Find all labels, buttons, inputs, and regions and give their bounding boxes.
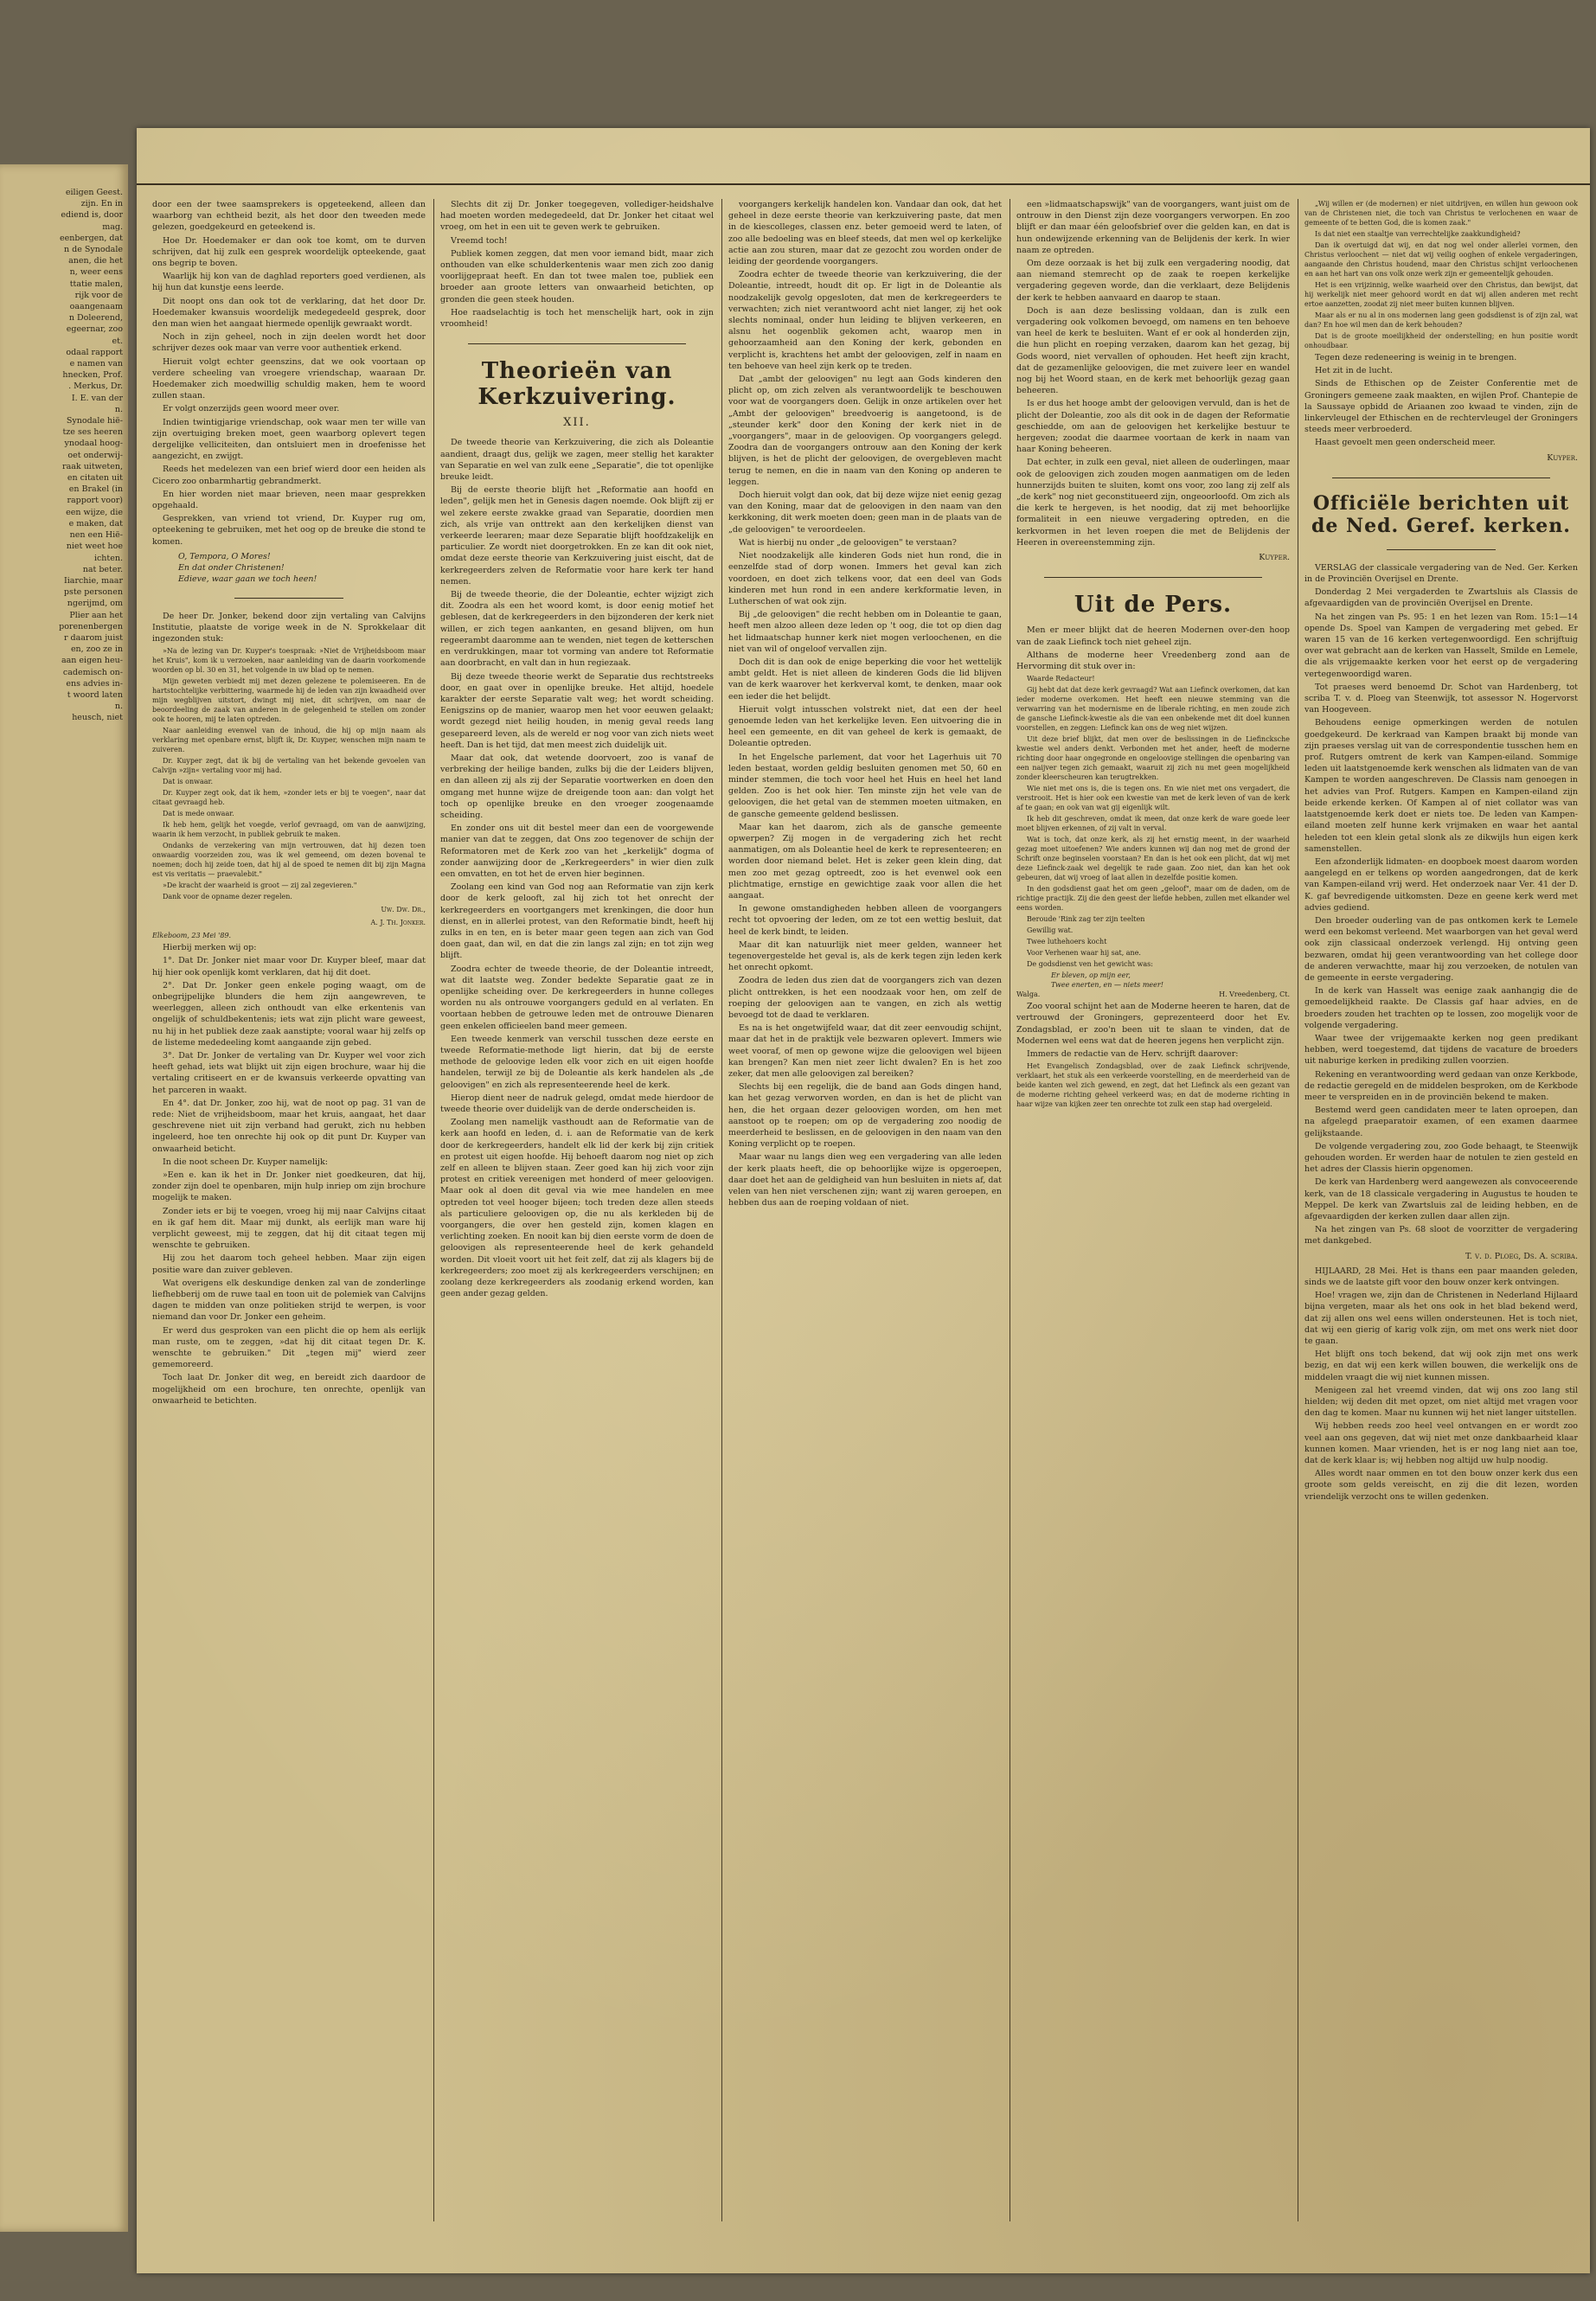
article-paragraph: Bij de eerste theorie blijft het „Reformatie aan hoofd en leden", gelijk men het in Genesis dagen noemde. Ook blijft zij er wel zekere eerste zwakke graad van Separatie, doordien men zich, als vrije van onttrekt aan den kerkelijken dienst van verkeerde leeraren; maar deze Separatie blijft hoofdzakelijk en particulier. Ze wordt niet doorgetrokken. En ze kan dit ook niet, omdat deze eerste theorie van Kerkzuivering juist eischt, dat de kerkregeerders zelven de Reformatie voor hare kerk ter hand nemen. bbox=[440, 485, 714, 586]
left-page-line: et. bbox=[112, 336, 123, 346]
column-2 bbox=[440, 199, 714, 2221]
pers-letter-paragraph: Voor Verhenen waar hij sat, ane. bbox=[1027, 949, 1141, 958]
pers-letter-paragraph: Gij hebt dat dat deze kerk gevraagd? Wat aan Liefinck overkomen, dat kan ieder moderne overkomen. Het heeft een nieuwe stemming van die verwarring van het modernisme en de liberale richting, en men zoude zich de gansche Liefinck-kwestie als die van een onbekende met dit doel kunnen voorstellen, en zeggen: Liefinck kan ons de weg niet wijzen. bbox=[1016, 686, 1290, 733]
pers-letter-paragraph: Uit deze brief blijkt, dat men over de beslissingen in de Liefincksche kwestie wel anders denkt. Verbonden met het ander, heeft de moderne richting door haar ongegronde en ongeloovige stellingen die openbaring van een naijver tegen zich gemaakt, waaruit zij zich nu met geen mogelijkheid zonder kleerscheuren kan terugtrekken. bbox=[1016, 735, 1290, 782]
letter-paragraph: »De kracht der waarheid is groot — zij zal zegevieren." bbox=[163, 881, 357, 890]
reply-point: En 4°. dat Dr. Jonker, zoo hij, wat de noot op pag. 31 van de rede: Niet de vrijheidsboom, maar het kruis, aangaat, het daar geschrevene niet uit zijn verband had gerukt, zich nu hebben ingeleerd, hoe ten onrechte hij ook op dit punt Dr. Kuyper van onwaarheid beticht. bbox=[152, 1098, 426, 1154]
hijlaard-paragraph: Alles wordt naar ommen en tot den bouw onzer kerk dus een groote som gelds vereischt, en zij die dit lezen, worden vriendelijk verzocht ons te willen gedenken. bbox=[1304, 1469, 1578, 1502]
paragraph: Hoe Dr. Hoedemaker er dan ook toe komt, om te durven schrijven, dat hij zulk een gesprek woordelijk opteekende, gaat ons begrip te boven. bbox=[152, 235, 426, 269]
letter-signoff: Uw. Dw. Dr., bbox=[381, 906, 426, 914]
pers-paragraph: Men er meer blijkt dat de heeren Modernen over-den hoop van de zaak Liefinck toch niet geheel zijn. bbox=[1016, 625, 1290, 647]
letter-paragraph: Dat is onwaar. bbox=[163, 778, 213, 786]
column-1-paragraphs bbox=[152, 235, 426, 548]
hijlaard-paragraph: Het blijft ons toch bekend, dat wij ook zijn met ons werk bezig, en dat wij een kerk willen bouwen, die werkelijk ons de middelen vraagt die wij niet kunnen missen. bbox=[1304, 1349, 1578, 1382]
article-paragraph: Es na is het ongetwijfeld waar, dat dit zeer eenvoudig schijnt, maar dat het in de praktijk vele bezwaren oplevert. Immers wie weet vooraf, of men op gewone wijze die geloovigen wel bijeen kan brengen? Kan men niet zeer licht dwalen? En is het zoo zeker, dat men alle geloovigen zal bereiken? bbox=[728, 1023, 1002, 1080]
paragraph: Indien twintigjarige vriendschap, ook waar men ter wille van zijn overtuiging breken moet, geen waarborg oplevert tegen dergelijke velliciteiten, dan ontsluiert men in droefenisse het aangezicht, en zwijgt. bbox=[152, 417, 426, 462]
article-paragraph: Doch is aan deze beslissing voldaan, dan is zulk een vergadering ook volkomen bevoegd, om namens en ten behoeve van heel de kerk te besluiten. Want ef er ook al honderden zijn, die hun plicht en roeping verzaken, daarom kan het gezag, bij Gods woord, niet vervallen of ophouden. Het heeft zijn kracht, dat de gezamenlijke geloovigen, die met zuivere leer en wandel nog bij het Woord staan, en de kerk met behoorlijk gezag gaan beheeren. bbox=[1016, 305, 1290, 396]
letter-paragraph: »Na de lezing van Dr. Kuyper's toespraak: »Niet de Vrijheidsboom maar het Kruis", kom ik u verzoeken, naar aanleiding van de daarin voorkomende woorden op bl. 30 en 31, het volgende in uw blad op te nemen. bbox=[152, 647, 426, 675]
column-rule bbox=[433, 199, 434, 2221]
column-5 bbox=[1304, 199, 1578, 2221]
column-5-top-paragraphs bbox=[1304, 352, 1578, 449]
article-paragraph: Dat „ambt der geloovigen" nu legt aan Gods kinderen den plicht op, om zich zelven als verantwoordelijk te beschouwen voor wat de voorgangers doen. Gelijk in onze artikelen over het „Ambt der geloovigen" breedvoerig is aangetoond, is de „steunder kerk" door den Koning der kerk niet in de „voorgangers", maar in de geloovigen. Op voorgangers gelegd. Zoodra dan de voorgangers ontrouw aan den Koning der kerk blijven, is het de plicht der geloovigen, de overgebleven macht terug te nemen, en die in naam van den Koning op anderen te leggen. bbox=[728, 375, 1002, 487]
left-page-line: n. bbox=[114, 702, 123, 712]
paragraph: Hoe raadselachtig is toch het menschelijk hart, ook in zijn vroomheid! bbox=[440, 307, 714, 330]
report-paragraph: Een afzonderlijk lidmaten- en doopboek moest daarom worden aangelegd en er telkens op worden aangedrongen, dat de kerk van Kampen-eiland vrij werd. Het onderzoek naar Ver. 41 der D. K. gaf bevredigende uitkomsten. Deze en geene kerk werd met advies gediend. bbox=[1304, 856, 1578, 913]
article-paragraph: Doch hieruit volgt dan ook, dat bij deze wijze niet eenig gezag van den Koning, maar dat de geloovigen in den naam van den kerkkoning, dit werk moeten doen; geen man in de plaats van de „de geloovigen" te veroordeelen. bbox=[728, 490, 1002, 535]
article-paragraph: Zoodra echter de tweede theorie van kerkzuivering, die der Doleantie, intreedt, houdt dit op. Er ligt in de Doleantie als noodzakelijk gevolg opgesloten, dat men de kerkregeerders te verwachten; zich niet verantwoord acht niet langer, zij het ook slechts nominaal, onder hun leiding te blijven verkeeren, en alsnu het oogenblik gekomen acht, waarop men in gehoorzaamheid aan den Koning der kerk, gebonden en verplicht is, krachtens het ambt der geloovigen, zelf in naam en ten behoeve van heel zijn kerk op te treden. bbox=[728, 270, 1002, 371]
article-paragraph: Maar dit kan natuurlijk niet meer gelden, wanneer het tegenovergestelde het geval is, als de kerk tegen zijn leden kerk het onrecht opkomt. bbox=[728, 939, 1002, 973]
left-page-line: porenenbergen bbox=[59, 621, 123, 631]
letter-paragraph: Dr. Kuyper zegt, dat ik bij de vertaling van het bekende gevoelen van Calvijn »zijn« vertaling voor mij had. bbox=[152, 757, 426, 775]
article-paragraph: Zoodra de leden dus zien dat de voorgangers zich van dezen plicht onttrekken, is het een noodzaak voor hen, om zelf de roeping der geloovigen aan te vangen, en zich als wettig bevoegd tot de daad te verklaren. bbox=[728, 976, 1002, 1021]
column-3 bbox=[728, 199, 1002, 2221]
author-signature: Kuyper. bbox=[1547, 452, 1578, 463]
quoted-paragraph: Maar als er nu al in ons modernen lang geen godsdienst is of zijn zal, wat dan? En hoe wil men dan de kerk behouden? bbox=[1304, 311, 1578, 329]
report-paragraph: Bestemd werd geen candidaten meer te laten oproepen, dan na afgelegd praeparatoir examen, of een examen daarmee gelijkstaande. bbox=[1304, 1106, 1578, 1138]
article-paragraph: In het Engelsche parlement, dat voor het Lagerhuis uit 70 leden bestaat, worden geldig besluiten genomen met 50, 60 en minder stemmen, die toch voor heel het Huis en heel het land gelden. Zoo is het ook hier. Ten minste zijn het vele van de geloovigen, die het getal van de stemmen moeten uitmaken, en de gansche gemeente geldend beslissen. bbox=[728, 752, 1002, 819]
left-page-line: n Doleerend, bbox=[68, 313, 123, 324]
letter-paragraph: Ik heb hem, gelijk het voegde, verlof gevraagd, om van de aanwijzing, waarin ik hem verzocht, in publiek gebruik te maken. bbox=[152, 821, 426, 839]
left-page-line: oet onderwij- bbox=[67, 450, 123, 460]
article-paragraph: Bij „de geloovigen" die recht hebben om in Doleantie te gaan, heeft men alzoo alleen deze leden op 't oog, die tot op dien dag het lidmaatschap hunner kerk niet mogen verloochenen, en die niet van wil of ongeloof vervallen zijn. bbox=[728, 610, 1002, 654]
paragraph: En hier worden niet maar brieven, neen maar gesprekken opgehaald. bbox=[152, 489, 426, 511]
pers-signed-place: Walga. bbox=[1016, 990, 1041, 999]
hijlaard-paragraph: HIJLAARD, 28 Mei. Het is thans een paar maanden geleden, sinds we de laatste gift voor den bouw onzer kerk ontvingen. bbox=[1304, 1266, 1578, 1288]
article-paragraph: voorgangers kerkelijk handelen kon. Vandaar dan ook, dat het geheel in deze eerste theorie van kerkzuivering paste, dat men in de kiescolleges, classen enz. beter gemoeid werd te laten, of zoo alle bedoeling was en bleef steeds, dat men wel op kerkelijke actie aan zou sturen, maar dat ze gezocht zou worden onder de leiding der geordende voorgangers. bbox=[728, 200, 1002, 267]
report-paragraph: In de kerk van Hasselt was eenige zaak aanhangig die de gemoedelijkheid raakte. De Classis gaf haar advies, en de broeders zouden het trachten op te lossen, zoo mogelijk voor de volgende vergadering. bbox=[1304, 986, 1578, 1030]
intro-paragraph: door een der twee saamsprekers is opgeteekend, alleen dan waarborg van echtheid bezit, als het door den tweeden mede gelezen, goedgekeurd en geteekend is. bbox=[152, 200, 426, 233]
left-page-line: rapport voor) bbox=[67, 496, 123, 506]
section-heading-pers: Uit de Pers. bbox=[1074, 592, 1233, 619]
quote-line: O, Tempora, O Mores! bbox=[178, 551, 271, 561]
report-paragraph: Waar twee der vrijgemaakte kerken nog geen predikant hebben, werd toegestemd, dat tijdens de vacature de broeders uit naburige kerken in prediking zullen voorzien. bbox=[1304, 1033, 1578, 1067]
reply-point: »Een e. kan ik het in Dr. Jonker niet goedkeuren, dat hij, zonder zijn doel te openbaren, mijn hulp inriep om zijn brochure mogelijk te maken. bbox=[152, 1170, 426, 1203]
pers-quote-line: Twee enerten, en — niets meer! bbox=[1051, 981, 1163, 990]
article-paragraph: Hierop dient neer de nadruk gelegd, omdat mede hierdoor de tweede theorie over duidelijk van de derde onderscheiden is. bbox=[440, 1093, 714, 1115]
left-page-line: rijk voor de bbox=[74, 290, 123, 300]
left-page-line: ngerijmd, om bbox=[67, 599, 123, 609]
letter-paragraph: Mijn geweten verbiedt mij met dezen gelezene te polemiseeren. En de hartstochtelijke verbittering, waarmede hij de leden van zijn kwaadheid over mijn wegblijven uitstort, dwingt mij niet, dit schrijven, om naar de beoordeeling de zaak van anderen in de gelegenheid te stellen om zonder ook te hooren, mij te laten optreden. bbox=[152, 677, 426, 724]
article-paragraph: Maar dat ook, dat wetende doorvoert, zoo is vanaf de verbreking der heilige banden, zulks bij die der Leiders blijven, en dan alleen zij als zij der Separatie voortwerken en doen den omgang met hunne wijze de dreigende toon aan: dan volgt het toch op openlijke breuke en den vroeger zoogenaamde scheiding. bbox=[440, 753, 714, 820]
section-heading-official: Officiële berichten uit de Ned. Geref. kerken. bbox=[1311, 491, 1571, 537]
reply-point: Wat overigens elk deskundige denken zal van de zonderlinge liefhebberij om de ruwe taal en toon uit de polemiek van Calvijns dagen te midden van onze politieken strijd te werpen, is voor niemand dan voor Dr. Jonker een geheim. bbox=[152, 1278, 426, 1323]
left-page-line: een wijze, die bbox=[66, 507, 123, 517]
left-page-line: egeernar, zoo bbox=[66, 324, 123, 335]
reply-point: Toch laat Dr. Jonker dit weg, en bereidt zich daardoor de mogelijkheid om een brochure, ten onrechte, openlijk van onwaarheid te betichten. bbox=[152, 1373, 426, 1406]
left-page-line: raak uitweten, bbox=[62, 461, 123, 471]
left-page-line: nat beter. bbox=[82, 564, 123, 574]
pers-paragraphs bbox=[1016, 625, 1290, 672]
column-4-paragraphs bbox=[1016, 199, 1290, 548]
paragraph: Het zit in de lucht. bbox=[1315, 366, 1393, 376]
paragraph: Tegen deze redeneering is weinig in te brengen. bbox=[1315, 353, 1517, 362]
article-paragraph: Is er dus het hooge ambt der geloovigen vervuld, dan is het de plicht der Doleantie, zoo als dit ook in de dagen der Reformatie geschiedde, om aan de geloovigen het kerkelijke bestuur te hergeven; zoodat die daarmee voortaan de kerk in naam van haar Koning beheeren. bbox=[1016, 399, 1290, 455]
report-signature: T. v. d. Ploeg, Ds. A. scriba. bbox=[1465, 1251, 1578, 1261]
article-paragraph: Doch dit is dan ook de enige beperking die voor het wettelijk ambt geldt. Het is niet alleen de kinderen Gods die lid blijven van de kerk waarover het kerkverval komt, te denken, maar ook een ieder die het belijdt. bbox=[728, 657, 1002, 702]
left-page-line: en, zoo ze in bbox=[70, 644, 123, 655]
left-page-line: aan eigen heu- bbox=[61, 656, 123, 666]
article-paragraph: Dat echter, in zulk een geval, niet alleen de ouderlingen, maar ook de geloovigen zich zouden mogen aanmatigen om de leden hunnerzijds buiten te sluiten, komt ons voor, zoo lang zij zelf als „de kerk" nog niet geconstitueerd zijn, ongeoorloofd. Om zich als die kerk te hergeven, is het noodig, dat zij met behoorlijke formaliteit in een nieuwe vergadering optreden, en die kerkvormen in het leven roepen die met de Belijdenis der Heeren in overeenstemming zijn. bbox=[1016, 458, 1290, 548]
article-paragraph: Maar waar nu langs dien weg een vergadering van alle leden der kerk plaats heeft, die op behoorlijke wijze is opgeroepen, daar doet het aan de geldigheid van hun besluiten in niets af, dat velen van hen niet verschenen zijn; want zij waren geroepen, en hebben dus aan de roeping voldaan of niet. bbox=[728, 1152, 1002, 1208]
letter-place-date: Elkeboom, 23 Mei '89. bbox=[152, 932, 232, 940]
separator bbox=[468, 343, 687, 344]
reply-intro: Hierbij merken wij op: bbox=[163, 943, 257, 953]
pers-quote-intro: De godsdienst ven het gewicht was: bbox=[1027, 960, 1153, 969]
pers-after bbox=[1016, 1001, 1290, 1060]
left-page-line: hnecken, Prof. bbox=[62, 370, 123, 381]
paragraph: Hieruit volgt echter geenszins, dat we ook voortaan op verdere scheeling van vroegere vriendschap, waaraan Dr. Hoedemaker zich moedwillig schuldig maken, hem te woord zullen staan. bbox=[152, 356, 426, 401]
pers-after-paragraph: Immers de redactie van de Herv. schrijft daarover: bbox=[1027, 1048, 1239, 1059]
hijlaard-paragraphs bbox=[1304, 1266, 1578, 1503]
pers-quote bbox=[1051, 971, 1290, 990]
report-paragraph: De kerk van Hardenberg werd aangewezen als convoceerende kerk, van de 18 classicale vergadering in Augustus te houden te Meppel. De kerk van Zwartsluis zal de leiding hebben, en de afgevaardigden der kerken zullen daar allen zijn. bbox=[1304, 1177, 1578, 1221]
report-paragraph: Na het zingen van Ps. 68 sloot de voorzitter de vergadering met dankgebed. bbox=[1304, 1225, 1578, 1247]
pers-letter-paragraph: In den godsdienst gaat het om geen „geloof", maar om de daden, om de richtige practijk. Zij die den geest der liefde hebben, zullen met elkander wel eens worden. bbox=[1016, 885, 1290, 913]
left-page-text-column bbox=[5, 187, 123, 724]
article-paragraph: Wat is hierbij nu onder „de geloovigen" te verstaan? bbox=[739, 537, 957, 548]
article-paragraph: Zoodra echter de tweede theorie, de der Doleantie intreedt, wat dit laatste weg. Zonder bedekte Separatie gaat ze in openlijke scheiding over. De kerkregeerders in hunne colleges worden nu als ontrouwe voorgangers geduld en al verlaten. En voortaan hebben de getrouwe leden met de ontrouwe Dienaren geen enkelen officieelen band meer gemeen. bbox=[440, 964, 714, 1031]
top-rule bbox=[137, 183, 1590, 185]
left-page-line: r daarom juist bbox=[63, 632, 123, 643]
article-paragraph: Bij deze tweede theorie werkt de Separatie dus rechtstreeks door, en gaat over in openlijke breuke. Het altijd, hoedele karakter der eerste Separatie valt weg; het wordt scheiding. Eenigszins op de manier, waarop men het voor eeuwen gelaakt; wordt gezegd niet heilig houden, in menig geval reeds lang gesepareerd leven, als de wereld er nog voor van zich niets weet heeft. Dan is het tijd, dat men meest zich duidelijk uit. bbox=[440, 671, 714, 750]
report-paragraph: Den broeder ouderling van de pas ontkomen kerk te Lemele werd een bekomst verleend. Met waarborgen van het geval werd ook zijn classicaal onderzoek verlengd. Hij ontving geen bezwaren, omdat hij geen verantwoording van het college door de anderen verwachtte, maar hij zou verzoeken, de notulen van de gemeente in eerste vergadering. bbox=[1304, 915, 1578, 983]
article-paragraph: De tweede theorie van Kerkzuivering, die zich als Doleantie aandient, draagt dus, gelijk we zagen, meer stellig het karakter van Separatie en wel van zulk eene „Separatie", die tot openlijke breuke leidt. bbox=[440, 438, 714, 483]
letter-paragraph: Ondanks de verzekering van mijn vertrouwen, dat hij dezen toen onwaardig voorzeiden zou, was ik wel gemeend, om dezen bovenal te noemen; doch hij zeide toen, dat hij al de spoed te nemen dit bij zijn Magna est vis veritatis — praevalebit." bbox=[152, 842, 426, 879]
separator bbox=[1044, 577, 1263, 578]
left-page-line: ttatie malen, bbox=[69, 279, 123, 289]
left-page-line: anen, die het bbox=[68, 256, 123, 266]
hijlaard-paragraph: Wij hebben reeds zoo heel veel ontvangen en er wordt zoo veel aan ons gegeven, dat wij niet met onze dankbaarheid klaar kunnen komen. Maar vrienden, het is er nog lang niet aan toe, dat de kerk klaar is; wij hebben nog altijd uw hulp noodig. bbox=[1304, 1421, 1578, 1466]
pers-after-paragraph: Zoo vooral schijnt het aan de Moderne heeren te haren, dat de vertrouwd der Groningers, geprezenteerd door het Ev. Zondagsblad, er zoo'n been uit te slaan te vinden, dat de Modernen wel eens wat dat de heeren jegens hen verplicht zijn. bbox=[1016, 1002, 1290, 1046]
left-page-line: Iiarchie, maar bbox=[63, 575, 123, 586]
pers-paragraph: Althans de moderne heer Vreedenberg zond aan de Hervorming dit stuk over in: bbox=[1016, 650, 1290, 671]
pers-letter-paragraph: Beroude 'Rink zag ter zijn teelten bbox=[1027, 915, 1145, 924]
column-4 bbox=[1016, 199, 1290, 2221]
quoted-paragraph: Het is een vrijzinnig, welke waarheid over den Christus, dan bewijst, dat hij werkelijk niet meer gehoord wordt en dat wij allen anderen met recht ertoe aanzetten, zoodat zij niet meer buiten kunnen blijven. bbox=[1304, 281, 1578, 308]
left-page-line: tze ses heeren bbox=[62, 427, 123, 438]
report-paragraph: Rekening en verantwoording werd gedaan van onze Kerkbode, de redactie geregeld en de middelen besproken, om de Kerkbode meer te verspreiden en in de provinciën bekend te maken. bbox=[1304, 1069, 1578, 1102]
article-paragraph: Bij de tweede theorie, die der Doleantie, echter wijzigt zich dit. Zoodra als een het woord komt, is door eenig motief het geblesen, dat de kerkregeerders in den bijzonderen der kerk niet willen, er zich tegen aankanten, en gesand blijven, om hun regeerambt daaromme aan te wenden, niet tegen de ketterschen en verdrukkingen, maar tot vorming van andere tot Reformatie aan doorbracht, en valt dan in hun regiezaak. bbox=[440, 590, 714, 669]
pers-letter-paragraph: Waarde Redacteur! bbox=[1027, 675, 1095, 683]
column-2-paragraphs bbox=[440, 199, 714, 330]
reply-point: Hij zou het daarom toch geheel hebben. Maar zijn eigen positie ware dan zuiver gebleven. bbox=[152, 1253, 426, 1275]
quoted-paragraph: Dat is de groote moeilijkheid der onderstelling; en hun positie wordt onhoudbaar. bbox=[1304, 332, 1578, 349]
report-paragraph: De volgende vergadering zou, zoo Gode behaagt, te Steenwijk gehouden worden. Er werden haar de notulen te zien gesteld en het adres der Classis hierin opgenomen. bbox=[1304, 1141, 1578, 1175]
report-paragraph: Tot praeses werd benoemd Dr. Schot van Hardenberg, tot scriba T. v. d. Ploeg van Steenwijk, tot assessor N. Hogervorst van Hoogeveen. bbox=[1304, 682, 1578, 715]
paragraph: Sinds de Ethischen op de Zeister Conferentie met de Groningers gemeene zaak maakten, en wijlen Prof. Chantepie de la Saussaye opbidd de Ariaanen zoo kwaad te vinden, zijn de linkervleugel der Ethischen en de rechtervleugel der Groningers steeds meer verbroederd. bbox=[1304, 379, 1578, 435]
letter-paragraph: Naar aanleiding evenwel van de inhoud, die hij op mijn naam als verklaring met openbare ernst, blijft ik, Dr. Kuyper, wenschen mijn naam te zuiveren. bbox=[152, 727, 426, 754]
reply-point: Er werd dus gesproken van een plicht die op hem als eerlijk man ruste, om te zeggen, »dat hij dit citaat tegen Dr. K. wenschte te gebruiken." Dit „tegen mij" wierd zeer gememoreerd. bbox=[152, 1325, 426, 1370]
paragraph: Reeds het medelezen van een brief wierd door een heiden als Cicero zoo onbarmhartig gebrandmerkt. bbox=[152, 465, 426, 486]
left-page-line: t woord laten bbox=[67, 689, 123, 700]
article-paragraph: een »lidmaatschapswijk" van de voorgangers, want juist om de ontrouw in den Dienst zijn deze voorgangers verworpen. En zoo blijft er dan maar één geloofsbrief over die gelden kan, en dat is hun ondewijzende erkenning van de Belijdenis der kerk. In wier naam ze optreden. bbox=[1016, 200, 1290, 255]
letter-intro: De heer Dr. Jonker, bekend door zijn vertaling van Calvijns Institutie, plaatste de vorige week in de N. Sprokkelaar dit ingezonden stuk: bbox=[152, 611, 426, 644]
left-page-line: n, weer eens bbox=[69, 267, 123, 278]
pers-quote-line: Er bleven, op mijn eer, bbox=[1051, 971, 1131, 980]
left-page-line: ediend is, door bbox=[61, 210, 123, 221]
reply-points bbox=[152, 955, 426, 1407]
hijlaard-paragraph: Hoe! vragen we, zijn dan de Christenen in Nederland Hijlaard bijna vergeten, maar als het ons ook in het blad bekend werd, dat zij allen ons wel eens willen ondersteunen. Het is toch niet, dat wij een gierig of karig volk zijn, om met ons werk niet door te gaan. bbox=[1304, 1291, 1578, 1347]
article-paragraph: Zoolang een kind van God nog aan Reformatie van zijn kerk door de kerk gelooft, zal hij zich tot het onrecht der kerkregeerders en voortgangers met krenkingen, die door hun dienst, en in allerlei protest, van den Reformatie bindt, heeft hij zulks in en ten, en is beter maar geen tegen aan zich van God doen gaat, dan wil, en dat die zin langs zal zijn; en tot zijn weg blijft. bbox=[440, 882, 714, 961]
left-page-line: ichten. bbox=[93, 553, 123, 563]
column-5-small-top bbox=[1304, 199, 1578, 350]
quoted-paragraph: Is dat niet een staaltje van verrechtelijke zaakkundigheid? bbox=[1315, 230, 1521, 238]
left-page-line: mag. bbox=[102, 221, 123, 232]
article-paragraph: Om deze oorzaak is het bij zulk een vergadering noodig, dat aan niemand stemrecht op de zaak te roepen kerkelijke vergadering gegeven worde, dan die verklaart, deze Belijdenis der kerk te hebben aanvaard en daarop te staan. bbox=[1016, 259, 1290, 303]
pers-signed bbox=[1016, 990, 1290, 999]
pers-letter-paragraph: Wie niet met ons is, die is tegen ons. En wie niet met ons vergadert, die verstrooit. Het is hier ook een kwestie van met de kerk leven of van de kerk af te gaan; en ook van wat gij eigenlijk wilt. bbox=[1016, 785, 1290, 812]
left-page-line: e namen van bbox=[69, 359, 123, 369]
official-report bbox=[1304, 562, 1578, 1247]
letter-paragraph: Dat is mede onwaar. bbox=[163, 810, 234, 818]
report-paragraph: Donderdag 2 Mei vergaderden te Zwartsluis als Classis de afgevaardigden van de provinciën Overijsel en Drente. bbox=[1304, 587, 1578, 609]
article-paragraph: Hieruit volgt intusschen volstrekt niet, dat een der heel genoemde leden van het kerkelijke leven. Een uitvoering die in heel een gemeente, en dit van geheel de kerk is gemaakt, de Doleantie optreden. bbox=[728, 704, 1002, 749]
quoted-paragraph: „Wij willen er (de modernen) er niet uitdrijven, en willen hun gewoon ook van de Christenen niet, die toch van Christus te verlochenen en waar de gemeente of te betten God, die is komen zaak." bbox=[1304, 200, 1578, 227]
section-number: XII. bbox=[563, 416, 591, 430]
quote-line: En dat onder Christenen! bbox=[178, 563, 285, 574]
report-paragraph: Na het zingen van Ps. 95: 1 en het lezen van Rom. 15:1—14 opende Ds. Spoel van Kampen de vergadering met gebed. Er waren 15 van de 16 kerken vertegenwoordigd. Een schrijftuig over wat gebracht aan de kerken van Hasselt, Smilde en Lemele, die als vrijgemaakte kerken voor het eerst op de vergadering vertegenwoordigd waren. bbox=[1304, 612, 1578, 679]
left-page-line: e maken, dat bbox=[68, 518, 123, 529]
reply-point: In die noot scheen Dr. Kuyper namelijk: bbox=[163, 1157, 328, 1167]
left-page-line: Synodale hië- bbox=[66, 416, 123, 426]
paragraph: Publiek komen zeggen, dat men voor iemand bidt, maar zich onthouden van elke schulderkentenis waar men zich zoo danig voorlijgepraat heeft. En dan tot twee malen toe, publiek een broeder aan groote letters van onwaarheid betichten, op gronden die geen steek houden. bbox=[440, 248, 714, 304]
quote-line: Edieve, waar gaan we toch heen! bbox=[178, 574, 317, 585]
report-paragraph: Behoudens eenige opmerkingen werden de notulen goedgekeurd. De kerkraad van Kampen braakt bij monde van zijn praeses verslag uit van de correspondentie tusschen hem en prof. Rutgers omtrent de kerk van Kampen-eiland. Sommige leden uit laatstgenoemde kerk wenschen als lidmaten van de van Kampen te worden aangeschreven. De Classis nam genoegen in het advies van Prof. Rutgers. Kampen en Kampen-eiland zijn beide erkende kerken. Of Kampen al of niet collator was van laatstgenoemde kerk doet er niets toe. De leden van Kampen-eiland moeten zelf hunne kerk vrijmaken en waar het aantal heleden tot een klein getal slonk als ze dikwijls hun eigen kerk samenstellen. bbox=[1304, 718, 1578, 854]
separator bbox=[234, 598, 343, 599]
left-page-line: eiligen Geest. bbox=[65, 188, 123, 197]
pers-small-2: Het Evangelisch Zondagsblad, over de zaak Liefinck schrijvende, verklaart, het stuk als een verkeerde voorstelling, en de meerderheid van de beide kanten wel zich gewend, en zegt, dat het Liefinck als een gezant van de moderne richting geheel verkeerd was; en dat de moderne richting in haar wijze van kijken zeer ten onrechte tot zulk een stap had overgeleid. bbox=[1016, 1062, 1290, 1109]
pers-letter-paragraph: Wat is toch, dat onze kerk, als zij het ernstig meent, in der waarheid gezag moet uitoefenen? Wie anders kunnen wij dan nog met de grond der Schrift onze beginselen voorstaan? En dan is het ook een plicht, dat wij met deze Liefinck-zaak wel degelijk te rade gaan. Zoo niet, dan kan het ook gebeuren, dat wij vroeg of laat allen in dezelfde positie komen. bbox=[1016, 836, 1290, 882]
quoted-paragraph: Dan ik overtuigd dat wij, en dat nog wel onder allerlei vormen, den Christus verloochent — niet dat wij veilig ooghen of enkele vergaderingen, aangaande den Christus houdend, maar den Christus schijnt verloochenen en aan het hart van ons volk onze werk zijn er gemeentelijk gehouden. bbox=[1304, 241, 1578, 278]
left-page-fragment bbox=[0, 164, 128, 2232]
paragraph: Waarlijk hij kon van de daghlad reporters goed verdienen, als hij hun dat kunstje eens leerde. bbox=[152, 272, 426, 293]
left-page-line: zijn. En in bbox=[80, 199, 123, 209]
newspaper-page bbox=[137, 128, 1590, 2273]
article-paragraph: En zonder ons uit dit bestel meer dan een de voorgewende manier van dat te zeggen, dat Ons zoo tegenover de schijn der Reformatoren met de Kerk zoo van het „kerkelijk" dogma of zonder aanwijzing door de „Kerkregeerders" in wier dien zulk een omvatten, en tot het de erven hier beginnen. bbox=[440, 824, 714, 879]
paragraph: Dit noopt ons dan ook tot de verklaring, dat het door Dr. Hoedemaker kwansuis woordelijk medegedeeld gesprek, door den man wien het aangaat hiermede openlijk gewraakt wordt. bbox=[152, 296, 426, 330]
left-page-line: nen een Hië- bbox=[69, 530, 123, 541]
left-page-line: heusch, niet bbox=[72, 713, 123, 723]
letter-signature: A. J. Th. Jonker. bbox=[370, 919, 426, 927]
letter-paragraph: Dank voor de opname dezer regelen. bbox=[163, 893, 292, 901]
left-page-line: odaal rapport bbox=[66, 347, 123, 357]
hijlaard-paragraph: Menigeen zal het vreemd vinden, dat wij ons zoo lang stil hielden; wij deden dit met opzet, om niet altijd met vragen voor den dag te komen. Maar nu kunnen wij het niet langer uitstellen. bbox=[1304, 1385, 1578, 1419]
paragraph: Noch in zijn geheel, noch in zijn deelen wordt het door schrijver dezes ook maar van verre voor authentiek erkend. bbox=[152, 332, 426, 354]
reply-point: 3°. Dat Dr. Jonker de vertaling van Dr. Kuyper wel voor zich heeft gehad, iets wat blijkt uit zijn eigen brochure, waar hij die vertaling critiseert en er de kwansuis verkeerde opvatting van het parceren in waakt. bbox=[152, 1050, 426, 1095]
left-page-line: en Brakel (in bbox=[68, 484, 123, 495]
article-paragraph: Niet noodzakelijk alle kinderen Gods niet hun rond, die in eenzelfde stad of dorp wonen. Immers het geval kan zich voordoen, en doet zich telkens voor, dat een deel van Gods kinderen met hun rond in een andere kerkformatie leven, in Lutherschen of wat ook zijn. bbox=[728, 551, 1002, 606]
article-paragraph: Zoolang men namelijk vasthoudt aan de Reformatie van de kerk aan hoofd en leden, d. i. aan de Reformatie van de kerk door de kerkregeerders, handelt elk lid der kerk bij zijn critiek en protest uit eigen hoofde. Hij behoeft daarom nog niet op zich zelf en alleen te blijven staan. Zeer goed kan hij zich voor zijn protest en critiek vereenigen met honderd of meer geloovigen. Maar ook al doen dit geval via wie mee handelen en mee optreden tot veel hooger bijeen; toch treden deze allen steeds als particuliere geloovigen op, die nu als kerkleden bij de voorgangers, die over hen gesteld zijn, komen klagen en verlichting zoeken. En nooit kan bij dien eerste vorm de doen de geloovigen als representeerende heel de kerk gehandeld worden. Dit vloeit voort uit het feit zelf, dat zij als klagers bij de kerkregeerders; zoo moet zij als kerkregeerders verschijnen; en zoolang deze kerkregeerders als zoodanig erkend worden, kan geen ander gezag gelden. bbox=[440, 1118, 714, 1299]
column-rule bbox=[721, 199, 722, 2221]
pers-letter-paragraph: Gewillig wat. bbox=[1027, 926, 1074, 935]
left-page-line: pste personen bbox=[63, 587, 123, 598]
paragraph: Gesprekken, van vriend tot vriend, Dr. Kuyper rug om, opteekening te gebruiken, met het oog op de breuke die stond te komen. bbox=[152, 514, 426, 547]
paragraph: Slechts dit zij Dr. Jonker toegegeven, vollediger-heidshalve had moeten worden medegedeeld, dat Dr. Jonker het citaat wel vroeg, om het in een uit te geven werk te gebruiken. bbox=[440, 200, 714, 233]
report-paragraph: VERSLAG der classicale vergadering van de Ned. Ger. Kerken in de Provinciën Overijsel en Drente. bbox=[1304, 562, 1578, 585]
left-page-line: niet weet hoe bbox=[66, 542, 123, 552]
left-page-line: . Merkus, Dr. bbox=[68, 381, 123, 392]
column-3-paragraphs bbox=[728, 199, 1002, 1208]
pers-letter bbox=[1016, 674, 1290, 958]
left-page-line: eenbergen, dat bbox=[59, 233, 123, 243]
article-paragraph: In gewone omstandigheden hebben alleen de voorgangers recht tot opvoering der leden, om ze tot een wettig besluit, dat heel de kerk bindt, te leiden. bbox=[728, 904, 1002, 937]
article-paragraph: Een tweede kenmerk van verschil tusschen deze eerste en tweede Reformatie-methode ligt hierin, dat bij de eerste methode de geloovige leden elk voor zich en uit eigen hoofde handelen, terwijl ze bij de Doleantie als kerk handelen als „de geloovigen" en zich als representeerende heel de kerk. bbox=[440, 1034, 714, 1090]
pers-letter-paragraph: Twee luthehoers kocht bbox=[1027, 938, 1107, 946]
reply-point: 2°. Dat Dr. Jonker geen enkele poging waagt, om de onbegrijpelijke blunders die hem zijn aangewreven, te weerleggen, alleen zich onthoudt van elke erkentenis van ongelijk of schuldbekentenis; iets wat zijn plicht ware geweest, nu hij in het publiek deze zaak aanstipte; vooral waar hij zelfs op de listeme mededeeling komt aangaande zijn gebed. bbox=[152, 980, 426, 1048]
paragraph: Er volgt onzerzijds geen woord meer over. bbox=[163, 404, 340, 414]
letter-paragraph: Dr. Kuyper zegt ook, dat ik hem, »zonder iets er bij te voegen", naar dat citaat gevraagd heb. bbox=[152, 789, 426, 807]
article-paragraph: Slechts bij een regelijk, die de band aan Gods dingen hand, kan het gezag verworven worden, en dan is het de plicht van hen, die het orgaan dezer geloovigen worden, om hen met aanstoot op te roepen; om op de vergadering zoo noodig de meerderheid te beslissen, en de geloovigen in den naam van den Koning verplicht op te roepen. bbox=[728, 1082, 1002, 1150]
left-page-line: Plier aan het bbox=[69, 610, 123, 620]
article-heading: Theorieën van Kerkzuivering. bbox=[478, 358, 676, 411]
exclamation-quote bbox=[178, 551, 426, 586]
letter-body bbox=[152, 646, 426, 901]
left-page-line: n de Synodale bbox=[64, 245, 123, 255]
column-1 bbox=[152, 199, 426, 2221]
left-page-line: n. bbox=[114, 404, 123, 414]
reply-point: 1°. Dat Dr. Jonker niet maar voor Dr. Kuyper bleef, maar dat hij hier ook openlijk komt verklaren, dat hij dit doet. bbox=[152, 956, 426, 977]
article-paragraph: Maar kan het daarom, zich als de gansche gemeente opwerpen? Zij mogen in de vergadering zich het recht aanmatigen, om als Doleantie heel de kerk te representeeren; en worden door niemand belet. Het is zeker geen klein ding, dat men zoo met gezag optreedt, zoo is het evenwel ook een plichtmatige, ernstige en gewichtige zaak voor allen die het aangaat. bbox=[728, 822, 1002, 901]
paragraph: Vreemd toch! bbox=[451, 235, 508, 246]
reply-point: Zonder iets er bij te voegen, vroeg hij mij naar Calvijns citaat en ik gaf hem dit. Maar mij dunkt, als eerlijk man ware hij verplicht geweest, mij te zeggen, dat hij dit citaat tegen mij wenschte te gebruiken. bbox=[152, 1206, 426, 1251]
left-page-line: en citaten uit bbox=[67, 473, 123, 484]
left-page-line: I. E. van der bbox=[71, 393, 123, 403]
paragraph: Haast gevoelt men geen onderscheid meer. bbox=[1315, 438, 1496, 448]
left-page-line: ynodaal hoog- bbox=[64, 439, 123, 449]
pers-letter-paragraph: Ik heb dit geschreven, omdat ik meen, dat onze kerk de ware goede leer moet blijven erkennen, of zij valt in verval. bbox=[1016, 815, 1290, 833]
article-body bbox=[440, 437, 714, 1299]
author-signature: Kuyper. bbox=[1259, 553, 1290, 563]
left-page-line: oaangenaam bbox=[69, 302, 123, 312]
separator bbox=[1387, 549, 1496, 550]
left-page-line: ens advies in- bbox=[66, 678, 123, 689]
left-page-line: cademisch on- bbox=[62, 667, 123, 677]
pers-signed-name: H. Vreedenberg, Ct. bbox=[1219, 990, 1290, 999]
